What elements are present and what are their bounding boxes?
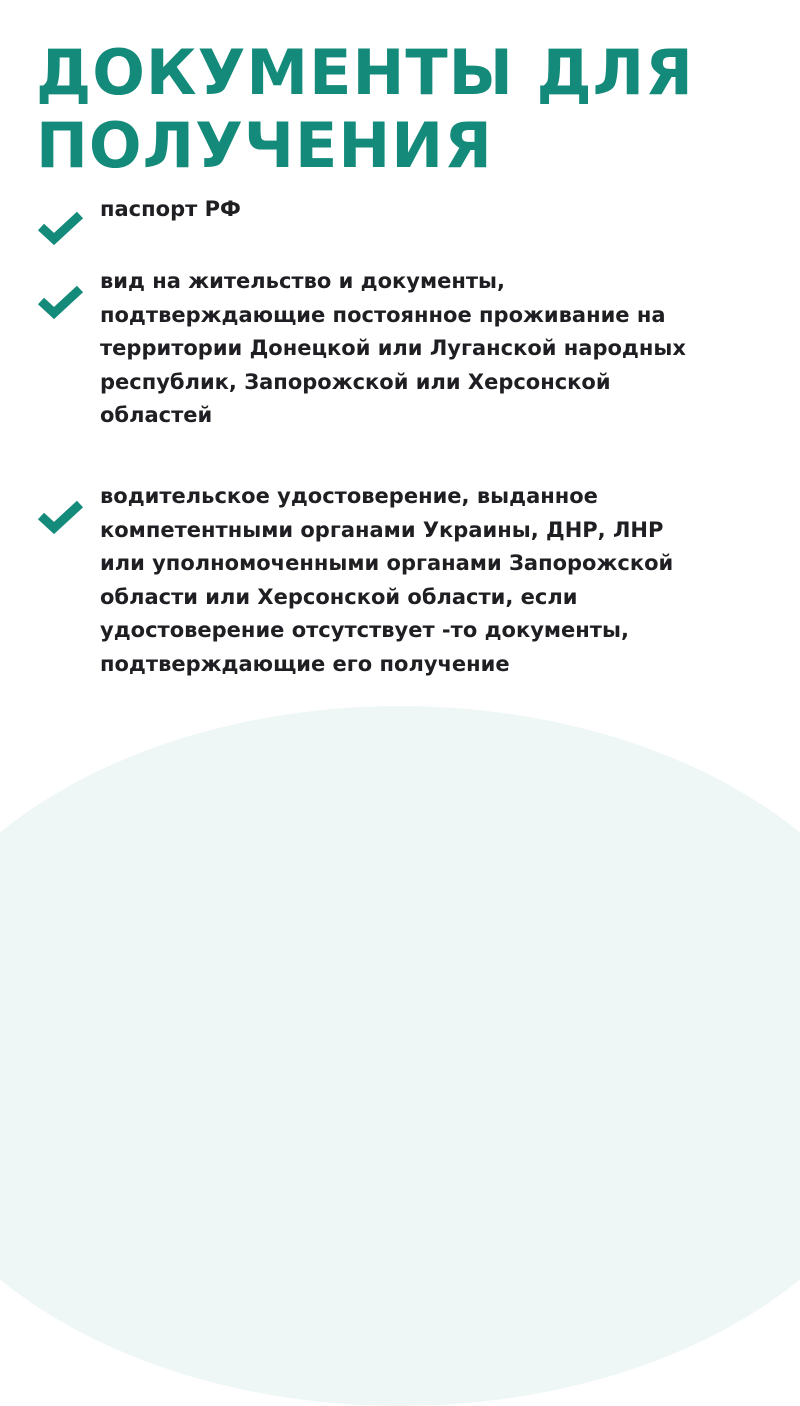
checkmark-icon	[36, 281, 86, 321]
list-item-text: водительское удостоверение, выданное компетентными органами Украины, ДНР, ЛНР или уполномоченными органами Запорожской области или Херсонской области, если удостоверение отсутствует -то документы, подтверждающие его получение	[100, 484, 674, 676]
list-item-text: вид на жительство и документы, подтверждающие постоянное проживание на территории Донецкой или Луганской народных республик, Запорожской или Херсонской областей	[100, 269, 686, 427]
page-title	[36, 36, 694, 182]
list-item-text: паспорт РФ	[100, 197, 241, 221]
checkmark-icon	[36, 207, 86, 247]
background-arc	[0, 706, 800, 1406]
checkmark-icon	[36, 496, 86, 536]
title-line-1: ДОКУМЕНТЫ ДЛЯ	[36, 36, 694, 109]
title-line-2: ПОЛУЧЕНИЯ	[36, 109, 493, 182]
